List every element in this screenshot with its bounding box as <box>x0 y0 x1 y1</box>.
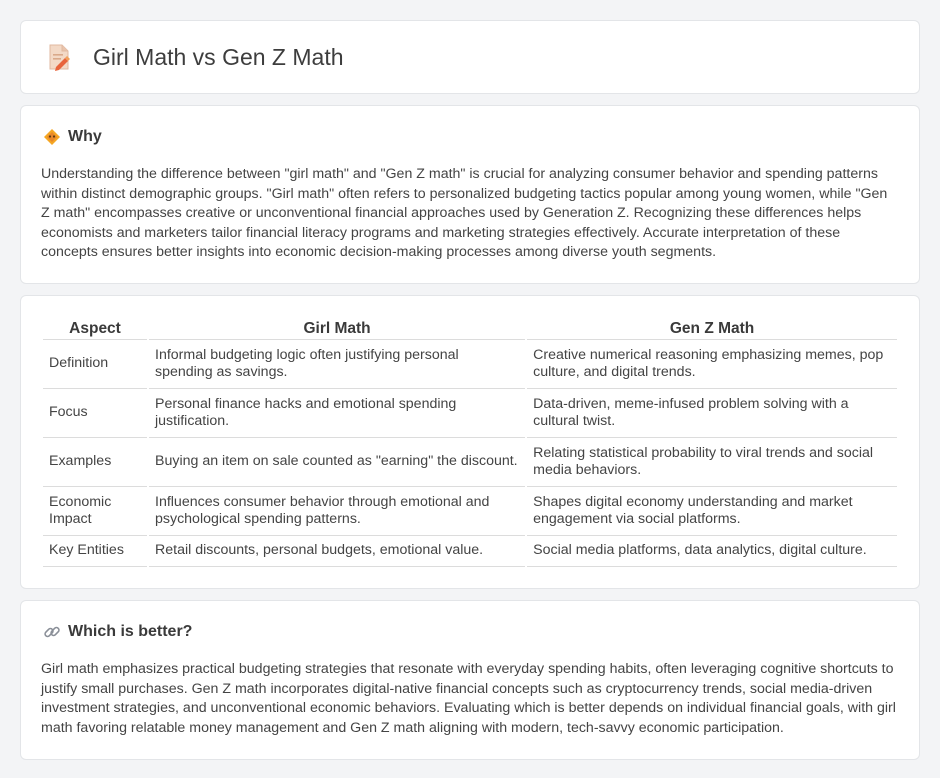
row-aspect: Definition <box>43 340 147 389</box>
row-gen-z-math: Creative numerical reasoning emphasizing memes, pop culture, and digital trends. <box>527 340 897 389</box>
table-row <box>43 389 897 438</box>
row-girl-math: Informal budgeting logic often justifying personal spending as savings. <box>149 340 525 389</box>
header-gen-z-math: Gen Z Math <box>527 318 897 340</box>
table-header-row <box>43 318 897 340</box>
why-heading-row <box>41 128 899 146</box>
row-gen-z-math: Shapes digital economy understanding and market engagement via social platforms. <box>527 487 897 536</box>
row-girl-math: Personal finance hacks and emotional spending justification. <box>149 389 525 438</box>
row-girl-math: Retail discounts, personal budgets, emotional value. <box>149 536 525 567</box>
comparison-table-card <box>20 295 920 589</box>
row-gen-z-math: Social media platforms, data analytics, digital culture. <box>527 536 897 567</box>
diamond-warning-icon <box>43 128 61 146</box>
row-aspect: Focus <box>43 389 147 438</box>
header-girl-math: Girl Math <box>149 318 525 340</box>
document-pencil-icon <box>47 43 71 71</box>
row-girl-math: Influences consumer behavior through emotional and psychological spending patterns. <box>149 487 525 536</box>
row-aspect: Key Entities <box>43 536 147 567</box>
why-heading: Why <box>68 128 102 145</box>
which-better-heading-row <box>41 623 899 641</box>
header-aspect: Aspect <box>43 318 147 340</box>
table-row <box>43 487 897 536</box>
page-title: Girl Math vs Gen Z Math <box>93 43 344 70</box>
table-row <box>43 340 897 389</box>
why-text: Understanding the difference between "girl math" and "Gen Z math" is crucial for analyzing consumer behavior and spending patterns within distinct demographic groups. "Girl math" often refers to personalized budgeting tactics popular among young women, while "Gen Z math" encompasses creative or unconventional financial approaches used by Generation Z. Recognizing these differences helps economists and marketers tailor financial literacy programs and marketing strategies effectively. Accurate interpretation of these concepts ensures better insights into economic decision-making processes among diverse youth segments. <box>41 166 888 261</box>
comparison-table <box>41 318 899 567</box>
why-section <box>20 105 920 284</box>
table-row <box>43 536 897 567</box>
which-better-heading: Which is better? <box>68 623 193 640</box>
row-aspect: Economic Impact <box>43 487 147 536</box>
row-aspect: Examples <box>43 438 147 487</box>
row-gen-z-math: Relating statistical probability to viral trends and social media behaviors. <box>527 438 897 487</box>
table-row <box>43 438 897 487</box>
row-gen-z-math: Data-driven, meme-infused problem solving with a cultural twist. <box>527 389 897 438</box>
header-card <box>20 20 920 94</box>
link-icon <box>43 623 61 641</box>
which-better-section <box>20 600 920 760</box>
which-better-text: Girl math emphasizes practical budgeting strategies that resonate with everyday spending habits, often leveraging cognitive shortcuts to justify small purchases. Gen Z math incorporates digital-native financial concepts such as cryptocurrency trends, social media-driven investment strategies, and unconventional economic behaviors. Evaluating which is better depends on individual financial goals, with girl math favoring relatable money management and Gen Z math aligning with modern, tech-savvy economic participation. <box>41 661 896 736</box>
row-girl-math: Buying an item on sale counted as "earning" the discount. <box>149 438 525 487</box>
